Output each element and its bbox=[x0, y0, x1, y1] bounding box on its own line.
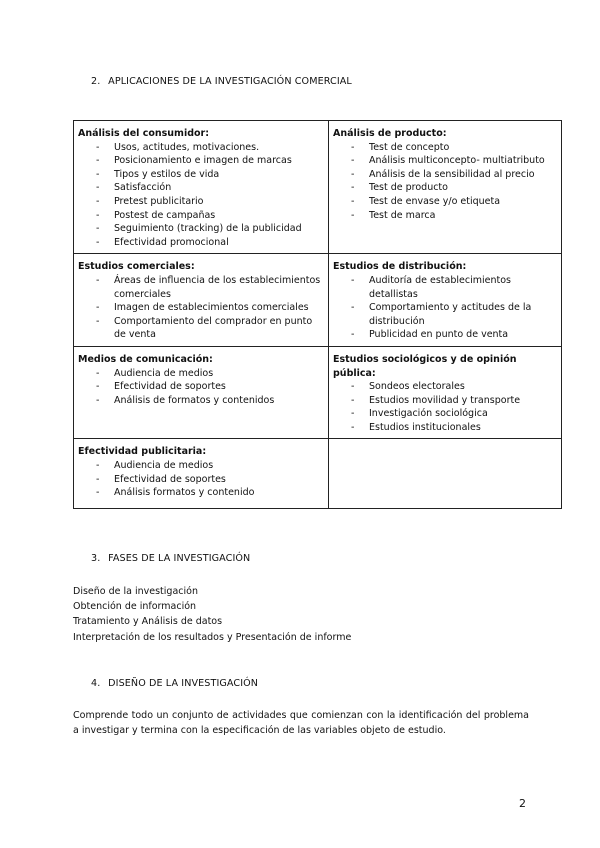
list-item: - Análisis multiconcepto- multiatributo bbox=[333, 154, 557, 168]
list-item: - Seguimiento (tracking) de la publicidad bbox=[78, 222, 324, 236]
table-cell-left bbox=[74, 254, 329, 347]
phase-item: Diseño de la investigación bbox=[73, 586, 198, 597]
list-item: - Análisis de formatos y contenidos bbox=[78, 394, 324, 408]
list-item: - Usos, actitudes, motivaciones. bbox=[78, 141, 324, 155]
category-title: Análisis del consumidor: bbox=[78, 128, 210, 139]
list-item: - Pretest publicitario bbox=[78, 195, 324, 209]
table-row bbox=[74, 439, 562, 509]
list-item: - Estudios institucionales bbox=[333, 421, 557, 435]
table-row bbox=[74, 254, 562, 347]
list-item: - Análisis formatos y contenido bbox=[78, 486, 324, 500]
section-4-heading bbox=[91, 678, 258, 689]
list-item: - Postest de campañas bbox=[78, 209, 324, 223]
table-cell-right bbox=[329, 121, 562, 254]
section-3-heading bbox=[91, 553, 250, 564]
list-item: - Satisfacción bbox=[78, 181, 324, 195]
section-title: FASES DE LA INVESTIGACIÓN bbox=[108, 553, 251, 564]
list-item: - Efectividad promocional bbox=[78, 236, 324, 250]
table-cell-left bbox=[74, 121, 329, 254]
section-2-heading bbox=[91, 76, 352, 87]
phase-item: Tratamiento y Análisis de datos bbox=[73, 616, 223, 628]
table-cell-right bbox=[329, 439, 562, 509]
list-item: - Estudios movilidad y transporte bbox=[333, 394, 557, 408]
list-item: - Sondeos electorales bbox=[333, 380, 557, 394]
list-item: - Audiencia de medios bbox=[78, 459, 324, 473]
category-title: Estudios de distribución: bbox=[333, 261, 467, 273]
applications-table bbox=[73, 120, 562, 509]
category-items bbox=[333, 274, 557, 342]
list-item: - Comportamiento del comprador en punto de venta bbox=[78, 315, 324, 342]
phase-item: Obtención de información bbox=[73, 601, 197, 613]
phase-item: Interpretación de los resultados y Presentación de informe bbox=[73, 631, 352, 643]
list-item: - Áreas de influencia de los establecimientos comerciales bbox=[78, 274, 324, 301]
list-item: - Efectividad de soportes bbox=[78, 473, 324, 487]
category-title: Estudios sociológicos y de opinión pública: bbox=[333, 353, 517, 379]
table-cell-right bbox=[329, 254, 562, 347]
list-item: - Auditoría de establecimientos detallistas bbox=[333, 274, 557, 301]
design-paragraph: Comprende todo un conjunto de actividades que comienzan con la identificación del problema a investigar y termina con la especificación de las variables objeto de estudio. bbox=[73, 710, 529, 736]
list-item: - Test de marca bbox=[333, 209, 557, 223]
section-number: 4. bbox=[91, 678, 101, 689]
category-items bbox=[78, 274, 324, 342]
list-item: - Análisis de la sensibilidad al precio bbox=[333, 168, 557, 182]
list-item: - Efectividad de soportes bbox=[78, 380, 324, 394]
category-items bbox=[78, 141, 324, 250]
list-item: - Test de envase y/o etiqueta bbox=[333, 195, 557, 209]
category-title: Estudios comerciales: bbox=[78, 261, 195, 273]
list-item: - Test de concepto bbox=[333, 141, 557, 155]
page-number: 2 bbox=[519, 797, 526, 810]
category-items bbox=[333, 141, 557, 223]
list-item: - Audiencia de medios bbox=[78, 367, 324, 381]
table-cell-left bbox=[74, 439, 329, 509]
list-item: - Imagen de establecimientos comerciales bbox=[78, 301, 324, 315]
list-item: - Publicidad en punto de venta bbox=[333, 328, 557, 342]
list-item: - Comportamiento y actitudes de la distribución bbox=[333, 301, 557, 328]
list-item: - Tipos y estilos de vida bbox=[78, 168, 324, 182]
section-title: APLICACIONES DE LA INVESTIGACIÓN COMERCIAL bbox=[108, 76, 352, 87]
phases-list bbox=[73, 584, 351, 645]
list-item: - Test de producto bbox=[333, 181, 557, 195]
table-cell-left bbox=[74, 346, 329, 439]
category-items bbox=[333, 380, 557, 434]
table-row bbox=[74, 346, 562, 439]
list-item: - Investigación sociológica bbox=[333, 407, 557, 421]
table-row bbox=[74, 121, 562, 254]
category-title: Medios de comunicación: bbox=[78, 353, 213, 365]
section-number: 3. bbox=[91, 553, 101, 564]
category-items bbox=[78, 459, 324, 500]
list-item: - Posicionamiento e imagen de marcas bbox=[78, 154, 324, 168]
category-title: Análisis de producto: bbox=[333, 128, 447, 139]
table-cell-right bbox=[329, 346, 562, 439]
category-title: Efectividad publicitaria: bbox=[78, 446, 207, 458]
section-title: DISEÑO DE LA INVESTIGACIÓN bbox=[108, 678, 259, 689]
category-items bbox=[78, 367, 324, 408]
section-number: 2. bbox=[91, 76, 101, 87]
